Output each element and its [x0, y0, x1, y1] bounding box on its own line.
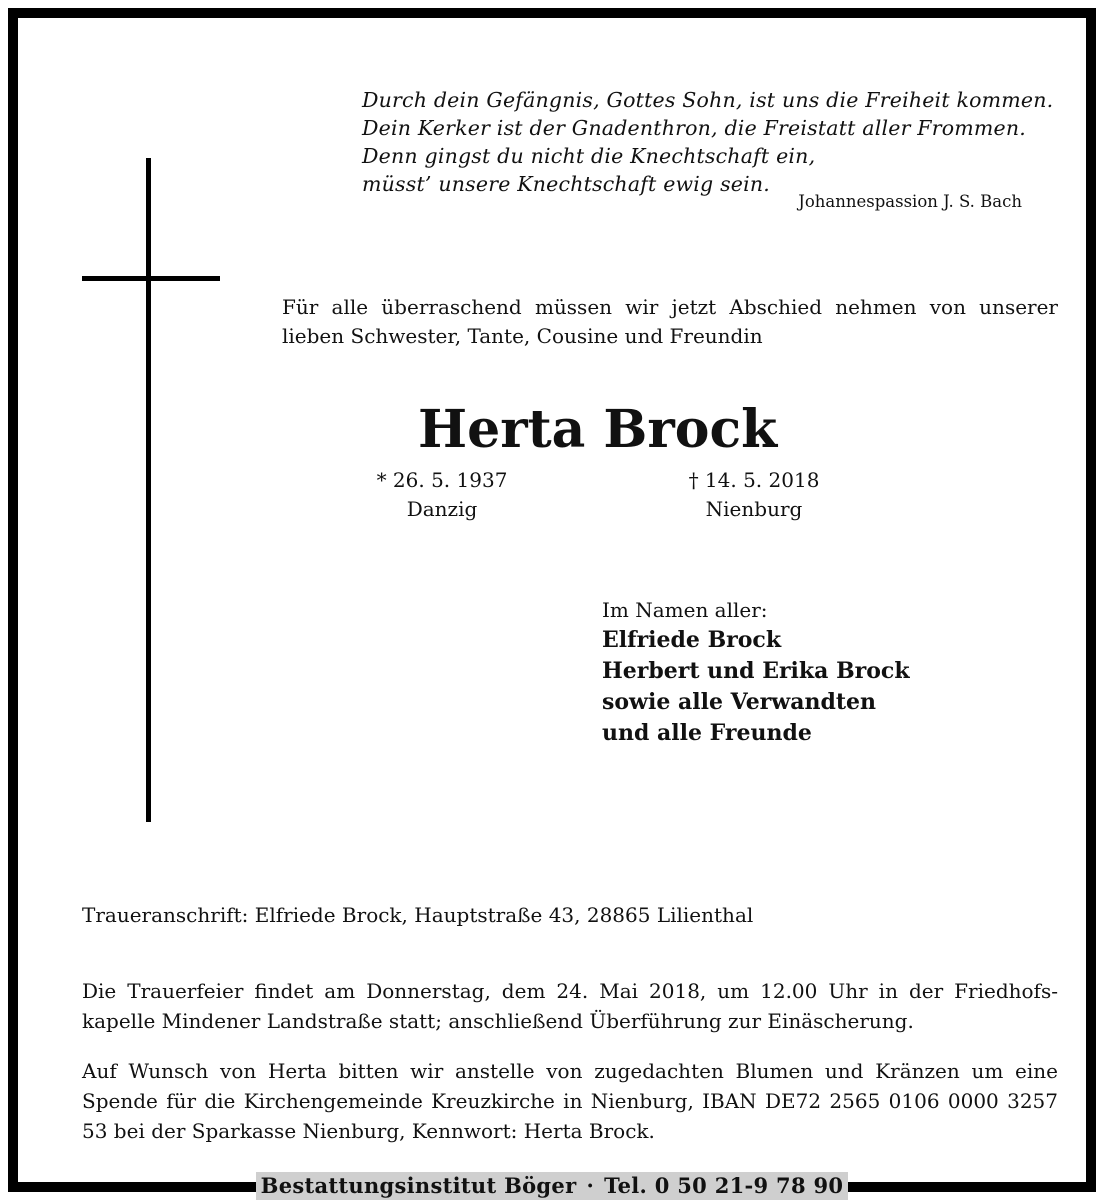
mourners-lead: Im Namen aller: [602, 598, 768, 622]
death-place: Nienburg [705, 497, 803, 521]
mourners-block [602, 596, 1022, 749]
mourner-name: Herbert und Erika Brock [602, 658, 910, 684]
quote-line: Dein Kerker ist der Gnadenthron, die Freistatt aller Frommen. [362, 116, 1026, 140]
cross-icon [146, 158, 151, 822]
death-date: † 14. 5. 2018 [688, 468, 820, 492]
birth-place: Danzig [406, 497, 478, 521]
donation-text: Auf Wunsch von Herta bitten wir anstelle von zugedachten Blumen und Kränzen um eine Spende für die Kirchengemeinde Kreuzkirche in Nienburg, IBAN DE72 2565 0106 0000 3257 53 bei der Sparkasse Nienburg, Kennwort: Herta Brock. [82, 1059, 1058, 1143]
birth-info [342, 466, 542, 524]
bible-quote [362, 86, 1062, 198]
cross-icon-crossbar [82, 276, 220, 281]
birth-date: * 26. 5. 1937 [376, 468, 508, 492]
quote-line: Denn gingst du nicht die Knechtschaft ein, [362, 144, 816, 168]
mourning-address: Traueranschrift: Elfriede Brock, Hauptstraße 43, 28865 Lilienthal [82, 903, 754, 927]
deceased-name: Herta Brock [418, 399, 778, 460]
mourners-names [602, 625, 1022, 749]
obituary-frame [8, 8, 1096, 1192]
mourner-name: sowie alle Verwandten [602, 689, 877, 715]
funeral-home-name: Bestattungsinstitut Böger [260, 1173, 577, 1198]
funeral-home-footer [256, 1172, 848, 1200]
funeral-service-text: Die Trauerfeier findet am Donnerstag, dem 24. Mai 2018, um 12.00 Uhr in der Friedhofskapelle Mindener Landstraße statt; anschließend Überführung zur Einäscherung. [82, 979, 1058, 1033]
death-info [654, 466, 854, 524]
footer-separator: · [586, 1173, 595, 1198]
quote-source: Johannespassion J. S. Bach [798, 192, 1022, 211]
intro-text: Für alle überraschend müssen wir jetzt Abschied nehmen von unserer lieben Schwester, Tante, Cousine und Freundin [282, 295, 1058, 348]
quote-line: müsst’ unsere Knechtschaft ewig sein. [362, 172, 771, 196]
funeral-home-phone: Tel. 0 50 21-9 78 90 [604, 1173, 844, 1198]
quote-line: Durch dein Gefängnis, Gottes Sohn, ist uns die Freiheit kommen. [362, 88, 1054, 112]
mourner-name: und alle Freunde [602, 720, 812, 746]
mourner-name: Elfriede Brock [602, 627, 782, 653]
